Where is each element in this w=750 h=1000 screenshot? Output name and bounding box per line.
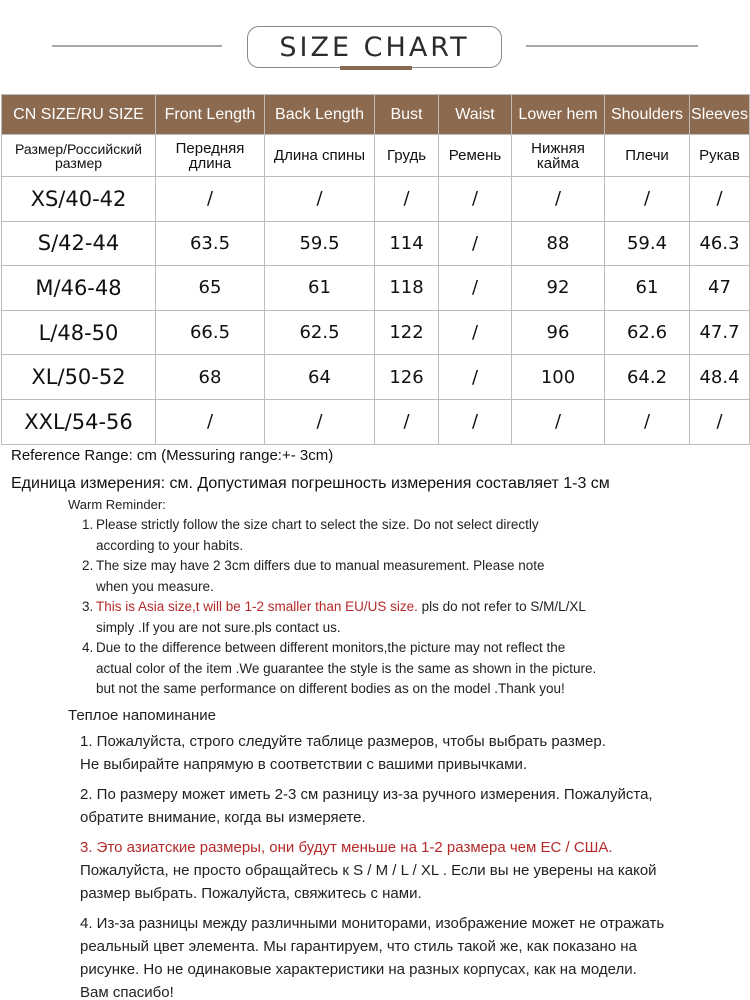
list-item: 1. Пожалуйста, строго следуйте таблице размеров, чтобы выбрать размер. Не выбирайте напрямую в соответствии с вашими привычками. <box>80 733 606 773</box>
size-cell: XL/50-52 <box>2 355 156 400</box>
table-cell: 64 <box>265 355 375 400</box>
column-header: Sleeves <box>690 95 750 135</box>
table-cell: / <box>439 310 512 355</box>
size-cell: XXL/54-56 <box>2 399 156 444</box>
table-cell: / <box>439 355 512 400</box>
table-cell: 65 <box>156 266 265 311</box>
list-item: 3. This is Asia size,t will be 1-2 smaller than EU/US size. pls do not refer to S/M/L/XL simply .If you are not sure.pls contact us. <box>82 599 586 635</box>
table-row <box>2 266 750 311</box>
column-header-ru: Грудь <box>375 135 439 177</box>
column-header-ru: Нижняя кайма <box>512 135 605 177</box>
size-cell: S/42-44 <box>2 221 156 266</box>
table-cell: / <box>439 177 512 222</box>
table-cell: 118 <box>375 266 439 311</box>
table-cell: 59.4 <box>605 221 690 266</box>
table-cell: / <box>512 177 605 222</box>
warning-text-ru: 3. Это азиатские размеры, они будут меньше на 1-2 размера чем ЕС / США. <box>80 839 613 856</box>
header-row-russian <box>2 135 750 177</box>
size-chart-table <box>1 94 750 445</box>
reference-range-note: Reference Range: cm (Messuring range:+- 3cm) <box>11 447 334 464</box>
list-item: 2. The size may have 2 3cm differs due to manual measurement. Please note when you measure. <box>82 558 545 594</box>
table-cell: 46.3 <box>690 221 750 266</box>
table-row <box>2 399 750 444</box>
table-cell: / <box>375 177 439 222</box>
page-title: SIZE CHART <box>279 31 470 63</box>
table-cell: 114 <box>375 221 439 266</box>
list-item: 1. Please strictly follow the size chart to select the size. Do not select directly according to your habits. <box>82 517 539 553</box>
table-cell: / <box>512 399 605 444</box>
table-cell: 66.5 <box>156 310 265 355</box>
warning-text: This is Asia size,t will be 1-2 smaller than EU/US size. <box>96 599 418 614</box>
table-cell: 96 <box>512 310 605 355</box>
table-cell: 59.5 <box>265 221 375 266</box>
warm-reminder-list <box>68 515 728 700</box>
table-cell: 62.5 <box>265 310 375 355</box>
table-cell: 47.7 <box>690 310 750 355</box>
table-cell: / <box>605 399 690 444</box>
table-cell: / <box>439 399 512 444</box>
column-header: Front Length <box>156 95 265 135</box>
warm-reminder-heading-ru: Теплое напоминание <box>68 707 216 724</box>
table-cell: / <box>156 177 265 222</box>
column-header: Waist <box>439 95 512 135</box>
column-header: Lower hem <box>512 95 605 135</box>
column-header: CN SIZE/RU SIZE <box>2 95 156 135</box>
column-header-ru: Размер/Российский размер <box>2 135 156 177</box>
list-item: 4. Из-за разницы между различными мониторами, изображение может не отражать реальный цвет элемента. Мы гарантируем, что стиль такой же, как показано на рисунке. Но не одинаковые характеристики на разных корпусах, как на модели. Вам спасибо! <box>80 915 665 1000</box>
column-header: Bust <box>375 95 439 135</box>
unit-note-russian: Единица измерения: см. Допустимая погрешность измерения составляет 1-3 см <box>11 475 610 492</box>
title-area <box>0 0 750 90</box>
column-header-ru: Передняя длина <box>156 135 265 177</box>
table-cell: / <box>605 177 690 222</box>
column-header: Shoulders <box>605 95 690 135</box>
size-cell: M/46-48 <box>2 266 156 311</box>
title-divider-right <box>526 45 698 47</box>
title-divider-left <box>52 45 222 47</box>
table-cell: / <box>439 221 512 266</box>
table-cell: 92 <box>512 266 605 311</box>
size-cell: XS/40-42 <box>2 177 156 222</box>
column-header-ru: Плечи <box>605 135 690 177</box>
table-row <box>2 355 750 400</box>
table-cell: 63.5 <box>156 221 265 266</box>
table-row <box>2 310 750 355</box>
table-cell: 48.4 <box>690 355 750 400</box>
table-cell: 61 <box>265 266 375 311</box>
table-cell: 126 <box>375 355 439 400</box>
table-cell: 61 <box>605 266 690 311</box>
size-cell: L/48-50 <box>2 310 156 355</box>
table-cell: 64.2 <box>605 355 690 400</box>
table-cell: 88 <box>512 221 605 266</box>
table-cell: / <box>690 399 750 444</box>
table-cell: / <box>375 399 439 444</box>
table-cell: / <box>265 399 375 444</box>
table-cell: 100 <box>512 355 605 400</box>
warm-reminder-english <box>68 497 728 700</box>
table-row <box>2 177 750 222</box>
title-accent-bar <box>340 66 412 70</box>
list-item: 2. По размеру может иметь 2-3 см разницу из-за ручного измерения. Пожалуйста, обратите внимание, когда вы измеряете. <box>80 786 653 826</box>
table-cell: 47 <box>690 266 750 311</box>
table-cell: / <box>690 177 750 222</box>
table-row <box>2 221 750 266</box>
header-row-english <box>2 95 750 135</box>
column-header-ru: Ремень <box>439 135 512 177</box>
table-cell: / <box>156 399 265 444</box>
list-item: 4. Due to the difference between different monitors,the picture may not reflect the actual color of the item .We guarantee the style is the same as shown in the picture. but not the same performance on different bodies as on the model .Thank you! <box>82 640 597 696</box>
title-box <box>247 26 502 68</box>
table-cell: 62.6 <box>605 310 690 355</box>
column-header: Back Length <box>265 95 375 135</box>
warm-reminder-heading: Warm Reminder: <box>68 497 166 512</box>
column-header-ru: Длина спины <box>265 135 375 177</box>
column-header-ru: Рукав <box>690 135 750 177</box>
warm-reminder-russian <box>68 706 738 1000</box>
list-item: 3. Это азиатские размеры, они будут меньше на 1-2 размера чем ЕС / США. Пожалуйста, не просто обращайтесь к S / M / L / XL . Если вы не уверены на какой размер выбрать. Пожалуйста, свяжитесь с нами. <box>68 836 738 905</box>
table-cell: 68 <box>156 355 265 400</box>
table-cell: / <box>439 266 512 311</box>
table-cell: 122 <box>375 310 439 355</box>
table-cell: / <box>265 177 375 222</box>
